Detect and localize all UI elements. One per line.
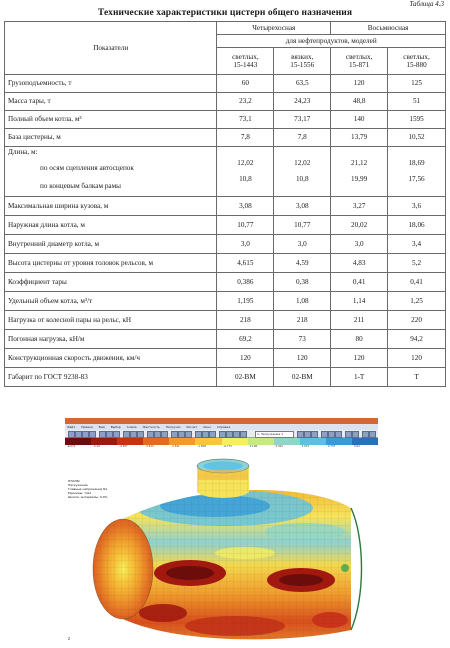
toolbar-button-icon[interactable]	[304, 431, 311, 438]
toolbar-button-icon[interactable]	[113, 431, 120, 438]
color-scale-swatch	[143, 438, 170, 445]
table-row: Масса тары, т 23,2 24,23 48,8 51	[5, 93, 446, 111]
header-model: светлых, 15-1443	[217, 48, 274, 75]
toolbar-button-icon[interactable]	[297, 431, 304, 438]
header-indicators: Показатели	[5, 22, 217, 75]
color-scale-label: 0.108	[249, 445, 258, 448]
toolbar-button-icon[interactable]	[369, 431, 376, 438]
toolbar-button-icon[interactable]	[202, 431, 209, 438]
toolbar-button-icon[interactable]	[345, 431, 352, 438]
toolbar-button-icon[interactable]	[226, 431, 233, 438]
menu-item[interactable]: Выбор	[110, 425, 121, 429]
toolbar-button-icon[interactable]	[352, 431, 359, 438]
table-row: Полный объем котла, м³ 73,1 73,17 140 1595	[5, 111, 446, 129]
color-scale-label: -0.775	[223, 445, 232, 448]
menu-item[interactable]: Вид	[98, 425, 105, 429]
menu-item[interactable]: Расчет	[186, 425, 198, 429]
toolbar-button-icon[interactable]	[209, 431, 216, 438]
color-scale-label: -1.658	[197, 445, 206, 448]
toolbar-button-icon[interactable]	[75, 431, 82, 438]
color-scale-label: 2.757	[327, 445, 336, 448]
toolbar-button-icon[interactable]	[137, 431, 144, 438]
menu-item[interactable]: Окно	[203, 425, 212, 429]
header-eight-axle: Восьмиосная	[331, 22, 446, 35]
toolbar-button-icon[interactable]	[328, 431, 335, 438]
color-scale-swatch	[91, 438, 118, 445]
toolbar-button-icon[interactable]	[240, 431, 247, 438]
table-row: Наружная длина котла, м 10,77 10,77 20,02 18,06	[5, 216, 446, 235]
header-four-axle: Четырехосная	[217, 22, 331, 35]
length-label: Длина, м:	[8, 148, 38, 156]
toolbar-button-icon[interactable]	[233, 431, 240, 438]
toolbar-button-icon[interactable]	[123, 431, 130, 438]
tank-stress-plot	[65, 448, 378, 643]
table-title: Технические характеристики цистерн общего назначения	[97, 8, 353, 18]
spec-table	[4, 21, 446, 387]
tank-end-rim	[351, 508, 362, 630]
table-number: Таблица 4.3	[409, 0, 444, 8]
table-row: Конструкционная скорость движения, км/ч 120 120 120 120	[5, 349, 446, 368]
color-scale-label: -3.424	[145, 445, 154, 448]
toolbar-button-icon[interactable]	[154, 431, 161, 438]
menu-item[interactable]: Правка	[81, 425, 93, 429]
color-scale-bar	[65, 438, 378, 445]
color-scale-swatch	[352, 438, 379, 445]
toolbar-button-icon[interactable]	[82, 431, 89, 438]
color-scale-swatch	[169, 438, 196, 445]
toolbar-button-icon[interactable]	[68, 431, 75, 438]
length-sub2-label: по концевым балкам рамы	[40, 181, 121, 190]
color-scale-label: 1.874	[301, 445, 310, 448]
table-row: База цистерны, м 7,8 7,8 13,79 10,52	[5, 129, 446, 147]
toolbar-button-icon[interactable]	[161, 431, 168, 438]
table-row: Габарит по ГОСТ 9238-83 02-ВМ 02-ВМ 1-Т Т	[5, 368, 446, 387]
menu-item[interactable]: Схема	[126, 425, 137, 429]
menu-item[interactable]: Файл	[67, 425, 76, 429]
toolbar-button-icon[interactable]	[185, 431, 192, 438]
table-row-length: Длина, м: по осям сцепления автосцепок по концевым балкам рамы 12,02 10,8 12,02 10,8 21,12 19,99 18,69 17,56	[5, 147, 446, 197]
color-scale-swatch	[300, 438, 327, 445]
header-model: светлых, 15-871	[331, 48, 388, 75]
header-for-products: для нефтепродуктов, моделей	[217, 35, 446, 48]
color-scale-label: -4.307	[119, 445, 128, 448]
table-row: Грузоподъемность, т 60 63,5 120 125	[5, 75, 446, 93]
color-scale-swatch	[274, 438, 301, 445]
toolbar-button-icon[interactable]	[195, 431, 202, 438]
toolbar-button-icon[interactable]	[362, 431, 369, 438]
color-scale-label: -2.541	[171, 445, 180, 448]
toolbar-button-icon[interactable]	[335, 431, 342, 438]
toolbar-button-icon[interactable]	[106, 431, 113, 438]
menu-item[interactable]: Жесткость	[142, 425, 160, 429]
color-scale-swatch	[326, 438, 353, 445]
color-scale-label: 0.991	[275, 445, 284, 448]
color-scale-swatch	[195, 438, 222, 445]
menu-item[interactable]: Справка	[217, 425, 231, 429]
toolbar-button-icon[interactable]	[89, 431, 96, 438]
header-model: вязких, 15-1556	[274, 48, 331, 75]
table-row: Максимальная ширина кузова, м 3,08 3,08 3,27 3,6	[5, 197, 446, 216]
toolbar-button-icon[interactable]	[171, 431, 178, 438]
axis-indicator: z	[68, 636, 71, 641]
toolbar-button-icon[interactable]	[99, 431, 106, 438]
table-row: Внутренний диаметр котла, м 3,0 3,0 3,0 3,4	[5, 235, 446, 254]
toolbar-button-icon[interactable]	[311, 431, 318, 438]
color-scale-label: -6.073	[67, 445, 76, 448]
table-row: Высота цистерны от уровня головок рельсов, м 4,615 4,59 4,83 5,2	[5, 254, 446, 273]
color-scale-swatch	[248, 438, 275, 445]
fea-screenshot	[65, 418, 378, 643]
toolbar-button-icon[interactable]	[130, 431, 137, 438]
load-case-select[interactable]: 1: Загружение 1	[255, 431, 294, 438]
color-scale-swatch	[117, 438, 144, 445]
menu-item[interactable]: Нагрузки	[165, 425, 181, 429]
toolbar-button-icon[interactable]	[178, 431, 185, 438]
table-row: Нагрузка от колесной пары на рельс, кН 218 218 211 220	[5, 311, 446, 330]
color-scale-swatch	[222, 438, 249, 445]
toolbar-button-icon[interactable]	[147, 431, 154, 438]
table-row: Коэффициент тары 0,386 0,38 0,41 0,41	[5, 273, 446, 292]
table-row: Удельный объем котла, м³/т 1,195 1,08 1,14 1,25	[5, 292, 446, 311]
color-scale-label: 3.64	[353, 445, 360, 448]
toolbar-button-icon[interactable]	[321, 431, 328, 438]
color-scale-label: -5.19	[93, 445, 100, 448]
table-row: Погонная нагрузка, кН/м 69,2 73 80 94,2	[5, 330, 446, 349]
toolbar-button-icon[interactable]	[219, 431, 226, 438]
color-scale-swatch	[65, 438, 92, 445]
length-sub1-label: по осям сцепления автосцепок	[40, 164, 134, 173]
model-viewport[interactable]	[65, 448, 378, 643]
header-model: светлых, 15-880	[388, 48, 446, 75]
analysis-info: ПЛАНЫ Нагружение Главные напряжения N1 Единицы: т/м2 Шкала: интервалы: 0.0%	[68, 479, 108, 499]
